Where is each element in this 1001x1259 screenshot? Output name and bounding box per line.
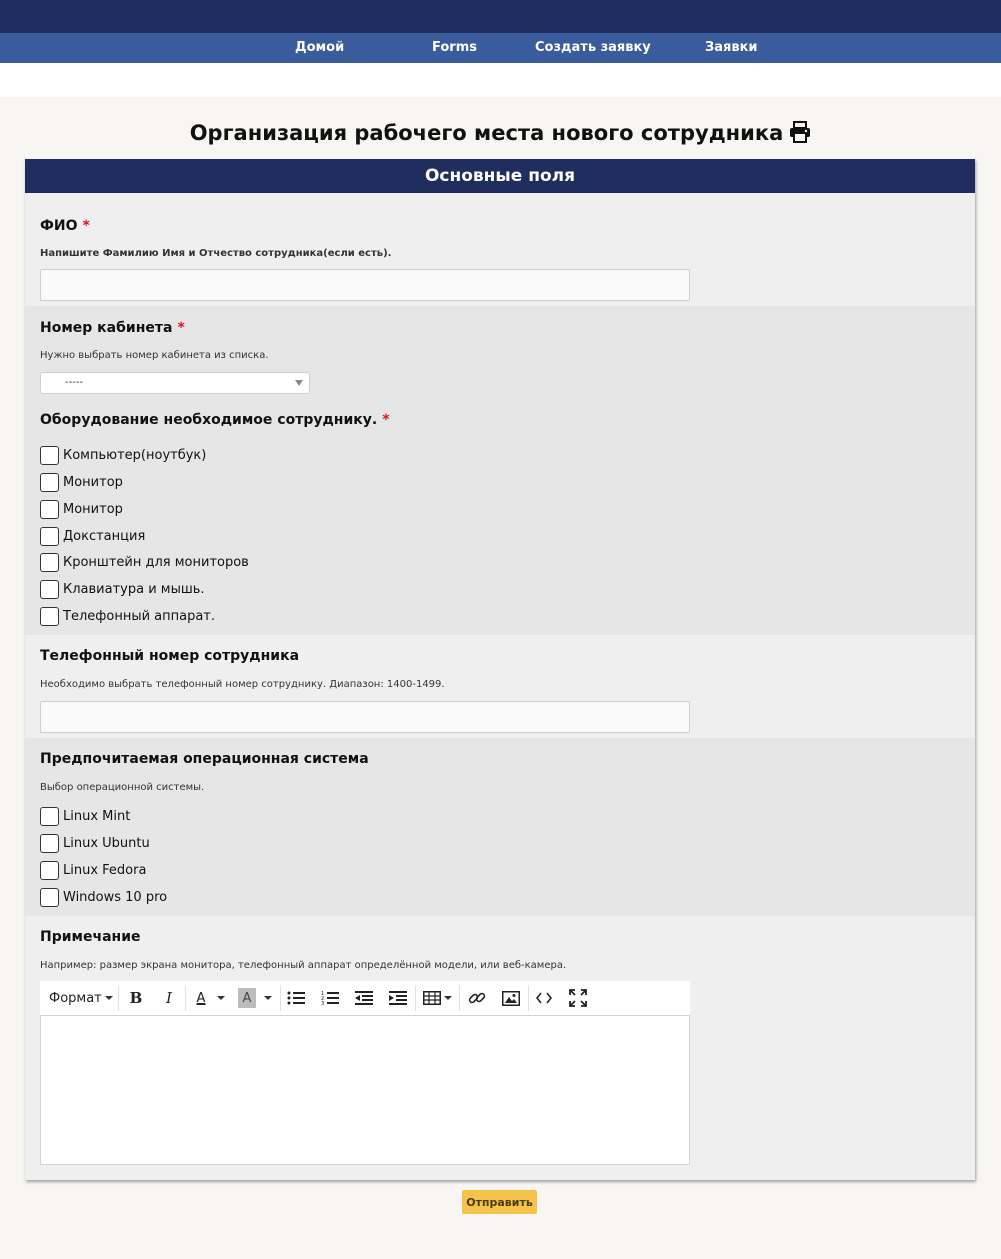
- equipment-option-label: Клавиатура и мышь.: [63, 581, 205, 597]
- equipment-option-label: Монитор: [63, 474, 123, 490]
- bold-icon[interactable]: B: [129, 989, 143, 1007]
- equipment-option-label: Компьютер(ноутбук): [63, 447, 207, 463]
- link-icon[interactable]: [467, 988, 487, 1008]
- equipment-option[interactable]: [40, 606, 215, 626]
- caret-shape: [217, 996, 225, 1000]
- top-bar: [0, 0, 1001, 33]
- table-icon[interactable]: [422, 988, 452, 1008]
- equipment-option[interactable]: [40, 445, 206, 465]
- nav-requests-link[interactable]: Заявки: [705, 40, 758, 55]
- equipment-checkbox[interactable]: [40, 446, 59, 465]
- note-editor-area[interactable]: [40, 1015, 690, 1165]
- text-color-icon[interactable]: A: [196, 990, 206, 1006]
- equipment-label: [40, 412, 390, 428]
- required-mark: *: [177, 320, 185, 336]
- os-option[interactable]: [40, 833, 150, 853]
- chevron-down-icon[interactable]: [263, 988, 273, 1008]
- os-section: [25, 738, 975, 916]
- office-equipment-section: [25, 306, 975, 635]
- equipment-checkbox[interactable]: [40, 500, 59, 519]
- svg-text:1: 1: [321, 991, 325, 997]
- italic-icon[interactable]: I: [166, 989, 172, 1007]
- fio-label-text: ФИО: [40, 218, 78, 234]
- page-title-text: Организация рабочего места нового сотрудника: [189, 121, 784, 145]
- required-mark: *: [82, 218, 90, 234]
- outdent-icon[interactable]: [354, 988, 374, 1008]
- image-icon[interactable]: [501, 988, 521, 1008]
- bullet-list-icon[interactable]: [286, 988, 306, 1008]
- phone-help: Необходимо выбрать телефонный номер сотруднику. Диапазон: 1400-1499.: [40, 679, 445, 690]
- os-help: Выбор операционной системы.: [40, 782, 205, 793]
- nav-home-link[interactable]: Домой: [295, 40, 345, 55]
- office-label-text: Номер кабинета: [40, 320, 173, 336]
- office-select[interactable]: [40, 372, 310, 394]
- toolbar-divider: [280, 985, 281, 1011]
- equipment-checkbox[interactable]: [40, 607, 59, 626]
- fio-input[interactable]: [40, 269, 690, 301]
- os-option-label: Linux Mint: [63, 808, 131, 824]
- office-help: Нужно выбрать номер кабинета из списка.: [40, 350, 269, 361]
- os-checkbox[interactable]: [40, 888, 59, 907]
- os-checkbox[interactable]: [40, 807, 59, 826]
- fio-label: [40, 218, 90, 234]
- os-label: Предпочитаемая операционная система: [40, 751, 369, 767]
- chevron-down-icon: [105, 996, 113, 1000]
- equipment-checkbox[interactable]: [40, 473, 59, 492]
- submit-button[interactable]: Отправить: [462, 1190, 537, 1214]
- os-option[interactable]: [40, 887, 167, 907]
- request-form: [25, 159, 975, 1180]
- fullscreen-icon[interactable]: [568, 988, 588, 1008]
- background-color-icon[interactable]: A: [238, 988, 256, 1008]
- header-spacer: [0, 63, 1001, 97]
- rich-text-editor: [40, 981, 690, 1165]
- toolbar-divider: [118, 985, 119, 1011]
- equipment-option[interactable]: [40, 552, 249, 572]
- format-dropdown-label: Формат: [49, 990, 102, 1006]
- fio-help: Напишите Фамилию Имя и Отчество сотрудника(если есть).: [40, 248, 392, 259]
- equipment-checkbox[interactable]: [40, 527, 59, 546]
- note-section: [25, 916, 975, 1180]
- nav-forms-link[interactable]: Forms: [432, 40, 477, 55]
- os-option-label: Linux Fedora: [63, 862, 147, 878]
- equipment-option[interactable]: [40, 526, 145, 546]
- equipment-option[interactable]: [40, 499, 123, 519]
- equipment-option[interactable]: [40, 579, 205, 599]
- equipment-option-label: Кронштейн для мониторов: [63, 554, 249, 570]
- code-icon[interactable]: [534, 988, 554, 1008]
- equipment-option-label: Телефонный аппарат.: [63, 608, 216, 624]
- svg-text:3: 3: [321, 1001, 325, 1006]
- os-option[interactable]: [40, 806, 130, 826]
- note-label: Примечание: [40, 929, 141, 945]
- nav-create-request-link[interactable]: Создать заявку: [535, 40, 651, 55]
- svg-text:2: 2: [321, 996, 325, 1002]
- toolbar-divider: [415, 985, 416, 1011]
- equipment-checkbox[interactable]: [40, 580, 59, 599]
- navbar: [0, 33, 1001, 63]
- phone-label: Телефонный номер сотрудника: [40, 648, 300, 664]
- indent-icon[interactable]: [388, 988, 408, 1008]
- toolbar-divider: [528, 985, 529, 1011]
- chevron-down-icon[interactable]: [216, 988, 226, 1008]
- phone-input[interactable]: [40, 701, 690, 733]
- toolbar-divider: [459, 985, 460, 1011]
- os-option-label: Linux Ubuntu: [63, 835, 150, 851]
- page-title: [0, 118, 1001, 151]
- form-section-header: Основные поля: [25, 159, 975, 193]
- numbered-list-icon[interactable]: [320, 988, 340, 1008]
- equipment-option[interactable]: [40, 472, 123, 492]
- chevron-down-icon: [444, 996, 452, 1000]
- equipment-checkbox[interactable]: [40, 553, 59, 572]
- caret-shape: [264, 996, 272, 1000]
- format-dropdown[interactable]: [49, 988, 113, 1008]
- os-option-label: Windows 10 pro: [63, 889, 168, 905]
- phone-section: [25, 635, 975, 738]
- editor-toolbar: [40, 981, 690, 1015]
- toolbar-divider: [185, 985, 186, 1011]
- print-icon[interactable]: [789, 121, 811, 151]
- chevron-down-icon: [295, 380, 303, 386]
- os-option[interactable]: [40, 860, 146, 880]
- office-select-value: -----: [65, 377, 84, 388]
- required-mark: *: [382, 412, 390, 428]
- equipment-label-text: Оборудование необходимое сотруднику.: [40, 412, 378, 428]
- note-help: Например: размер экрана монитора, телефонный аппарат определённой модели, или веб-камера.: [40, 960, 567, 971]
- office-label: [40, 320, 185, 336]
- equipment-option-label: Монитор: [63, 501, 123, 517]
- equipment-option-label: Докстанция: [63, 528, 146, 544]
- os-checkbox[interactable]: [40, 861, 59, 880]
- os-checkbox[interactable]: [40, 834, 59, 853]
- fio-section: [25, 204, 975, 306]
